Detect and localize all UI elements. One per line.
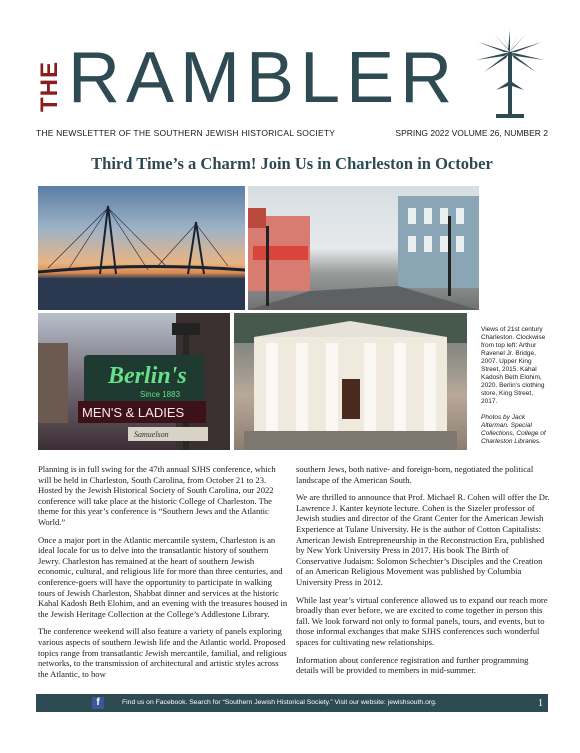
masthead-the: THE	[36, 61, 63, 112]
page-number: 1	[538, 698, 543, 709]
issue-info: SPRING 2022 VOLUME 26, NUMBER 2	[395, 128, 548, 138]
footer-bar	[36, 694, 548, 712]
masthead-title: RAMBLER	[68, 38, 459, 118]
sign-mens-ladies: MEN'S & LADIES	[82, 405, 185, 420]
paragraph: The conference weekend will also feature a variety of panels exploring various aspects of southern Jewish life and the Atlantic world. Proposed topics range from transatlantic Jewish mercantile, familial, and religious networks, to the transmission of architectural and artistic styles across the Atlantic, to how	[38, 626, 287, 679]
newsletter-subhead	[36, 128, 548, 142]
article-column-2	[296, 464, 550, 683]
paragraph: Once a major port in the Atlantic mercantile system, Charleston is an ideal locale for us to delve into the transatlantic history of southern Jewry. Charleston has remained at the heart of southern Jewish economic, cultural, and religious life for more than three centuries, and conference-goers will have the opportunity to participate in walking tours of Jewish Charleston, Shabbat dinner and services at the historic Kahal Kadosh Beth Elohim, and an evening with the treasures housed in the Jewish Heritage Collection at the College’s Addlestone Library.	[38, 534, 288, 619]
paragraph: We are thrilled to announce that Prof. Michael R. Cohen will offer the Dr. Lawrence J. Kanter keynote lecture. Cohen is the Sizeler professor of Jewish studies and director of the Grant Center for the American Jewish Experience at Tulane University. He is the author of Cotton Capitalists: American Jewish Entrepreneurship in the Reconstruction Era, published by New York University Press in 2017. His book The Birth of Conservative Judaism: Solomon Schechter’s Disciples and the Creation of an American Religious Movement was published by Columbia University Press in 2012.	[296, 492, 550, 587]
caption-credit: Photos by Jack Alterman. Special Collections, College of Charleston Libraries.	[481, 414, 546, 445]
photo-beth-elohim	[234, 313, 467, 450]
sign-samuelson: Samuelson	[134, 430, 169, 439]
palmetto-tree-icon	[474, 30, 546, 122]
sign-since: Since 1883	[140, 390, 181, 399]
photo-upper-king-street	[248, 186, 479, 310]
masthead	[36, 30, 546, 122]
paragraph: Planning is in full swing for the 47th annual SJHS conference, which will be held in Charleston, South Carolina, from October 21 to 23. Hosted by the Jewish Historical Society of South Carolina, our 2022 conference will take place at the historic College of Charleston. The theme for this year’s conference is “Southern Jews and the Atlantic World.”	[38, 464, 276, 527]
photo-ravenel-bridge	[38, 186, 245, 310]
newsletter-tagline: THE NEWSLETTER OF THE SOUTHERN JEWISH HISTORICAL SOCIETY	[36, 128, 336, 138]
sign-berlins: Berlin's	[108, 363, 187, 389]
article-column-1	[38, 464, 290, 686]
facebook-icon[interactable]: f	[92, 697, 104, 709]
caption-text: Views of 21st century Charleston. Clockwise from top left: Arthur Ravenel Jr. Bridge, 2007. Upper King Street, 2015. Kahal Kadosh Beth Elohim, 2020. Berlin’s clothing store, King Street, 2017.	[481, 326, 546, 405]
photo-caption	[481, 326, 551, 446]
paragraph: southern Jews, both native- and foreign-born, negotiated the political landscape of the American South.	[296, 464, 534, 485]
paragraph: While last year’s virtual conference allowed us to expand our reach more broadly than ever before, we are excited to come together in person this fall. We look forward not only to formal panels, tours, and events, but to those informal exchanges that make SJHS conferences such wonderful spaces for cultivating new relationships.	[296, 594, 548, 647]
paragraph: Information about conference registration and further programming details will be provided to members in mid-summer.	[296, 654, 529, 676]
footer-text: Find us on Facebook. Search for “Southern Jewish Historical Society.” Visit our website: jewishsouth.org.	[122, 699, 437, 706]
photo-berlins-store	[38, 313, 230, 450]
article-headline: Third Time’s a Charm! Join Us in Charleston in October	[91, 154, 493, 173]
